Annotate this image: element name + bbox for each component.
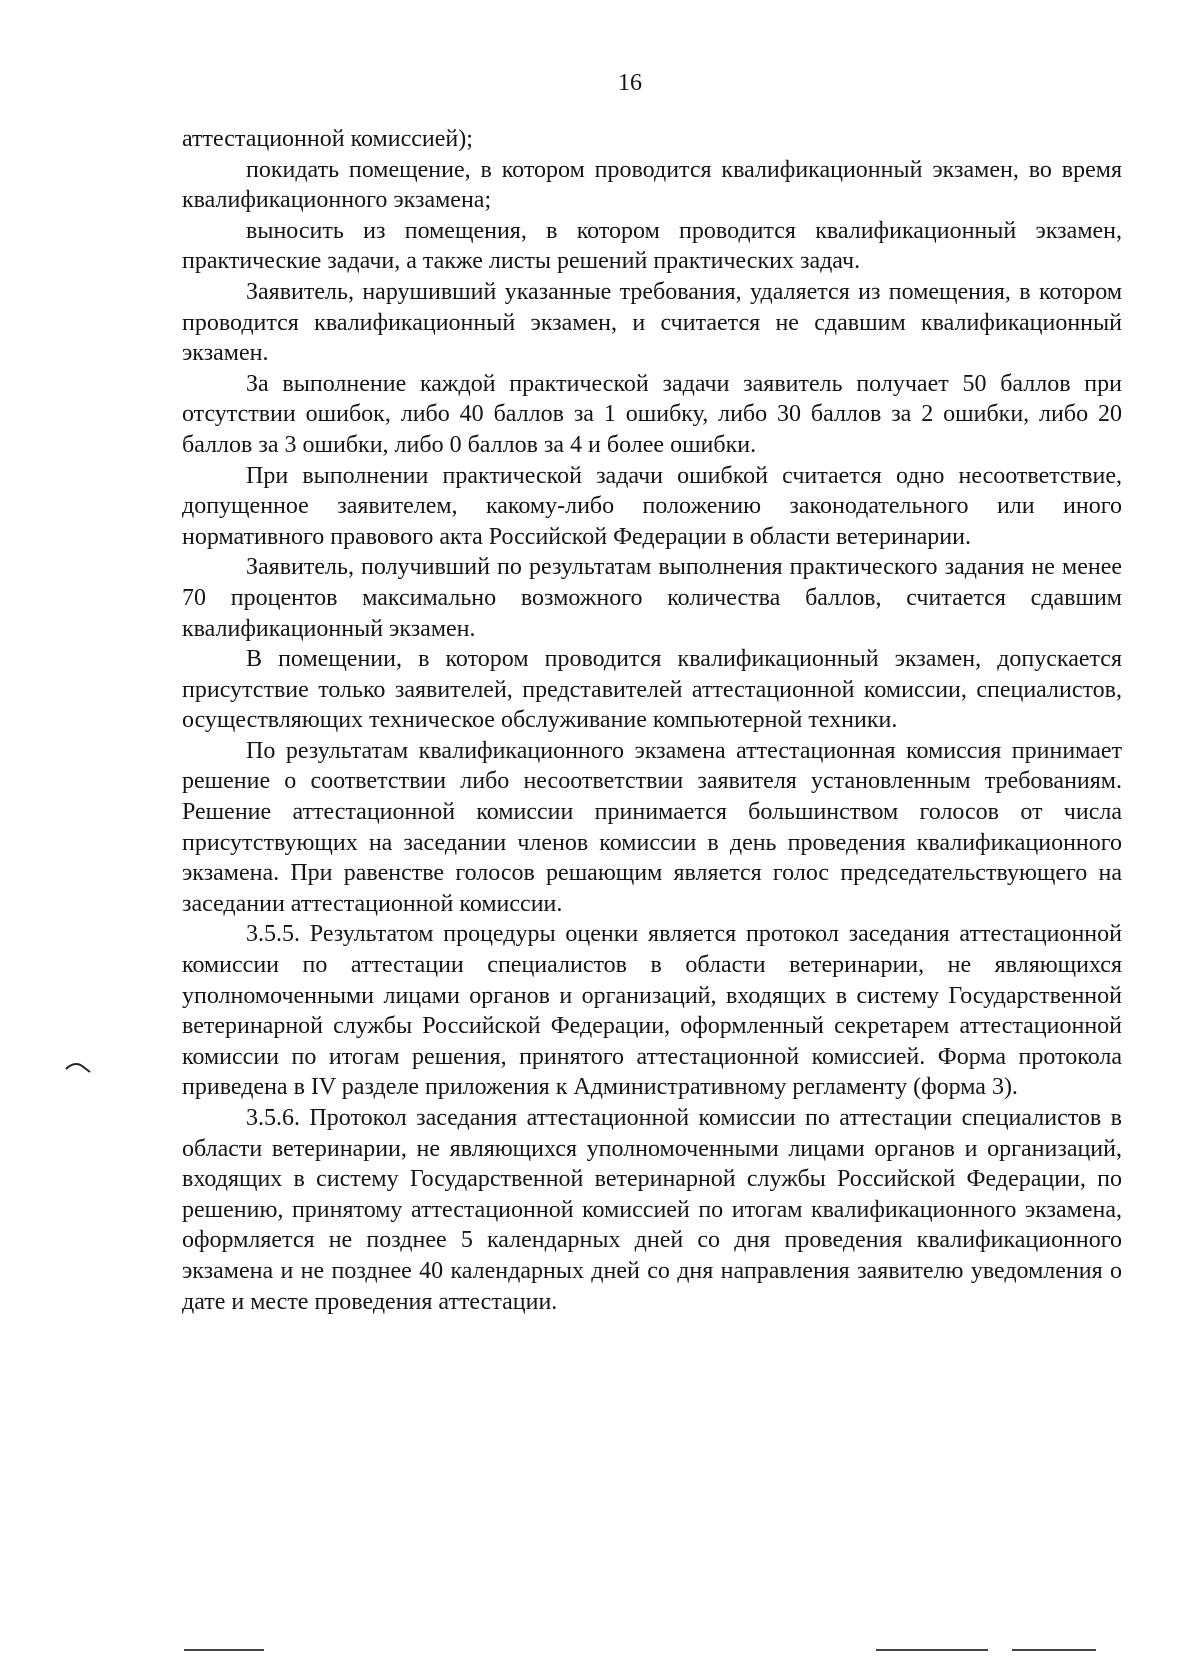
paragraph: 3.5.5. Результатом процедуры оценки является протокол заседания аттестационной комиссии по аттестации специалистов в области ветеринарии, не являющихся уполномоченными лицами органов и организаций, входящих в систему Государственной ветеринарной службы Российской Федерации, оформленный секретарем аттестационной комиссии по итогам решения, принятого аттестационной комиссией. Форма протокола приведена в IV разделе приложения к Административному регламенту (форма 3). (182, 921, 1122, 1101)
paragraph: выносить из помещения, в котором проводится квалификационный экзамен, практические задачи, а также листы решений практических задач. (182, 217, 1122, 275)
document-body (182, 124, 1122, 1317)
paragraph: аттестационной комиссией); (182, 126, 473, 152)
footer-line-left (184, 1649, 264, 1651)
paragraph: Заявитель, получивший по результатам выполнения практического задания не менее 70 процентов максимально возможного количества баллов, считается сдавшим квалификационный экзамен. (182, 554, 1122, 642)
paragraph: В помещении, в котором проводится квалификационный экзамен, допускается присутствие только заявителей, представителей аттестационной комиссии, специалистов, осуществляющих техническое обслуживание компьютерной техники. (182, 646, 1122, 734)
paragraph: Заявитель, нарушивший указанные требования, удаляется из помещения, в котором проводится квалификационный экзамен, и считается не сдавшим квалификационный экзамен. (182, 278, 1122, 367)
footer-line-right-2 (1012, 1649, 1096, 1651)
paragraph: При выполнении практической задачи ошибкой считается одно несоответствие, допущенное заявителем, какому-либо положению законодательного или иного нормативного правового акта Российской Федерации в области ветеринарии. (182, 462, 1122, 550)
footer-line-right-1 (876, 1649, 988, 1651)
paragraph: За выполнение каждой практической задачи заявитель получает 50 баллов при отсутствии ошибок, либо 40 баллов за 1 ошибку, либо 30 баллов за 2 ошибки, либо 20 баллов за 3 ошибки, либо 0 баллов за 4 и более ошибки. (182, 370, 1122, 458)
page-number: 16 (618, 70, 642, 96)
margin-pen-mark (64, 1060, 92, 1074)
paragraph: покидать помещение, в котором проводится квалификационный экзамен, во время квалификационного экзамена; (182, 156, 1122, 214)
paragraph: 3.5.6. Протокол заседания аттестационной комиссии по аттестации специалистов в области ветеринарии, не являющихся уполномоченными лицами органов и организаций, входящих в систему Государственной ветеринарной службы Российской Федерации, по решению, принятому аттестационной комиссией по итогам квалификационного экзамена, оформляется не позднее 5 календарных дней со дня проведения квалификационного экзамена и не позднее 40 календарных дней со дня направления заявителю уведомления о дате и месте проведения аттестации. (182, 1105, 1122, 1315)
paragraph: По результатам квалификационного экзамена аттестационная комиссия принимает решение о соответствии либо несоответствии заявителя установленным требованиям. Решение аттестационной комиссии принимается большинством голосов от числа присутствующих на заседании членов комиссии в день проведения квалификационного экзамена. При равенстве голосов решающим является голос председательствующего на заседании аттестационной комиссии. (182, 737, 1122, 917)
